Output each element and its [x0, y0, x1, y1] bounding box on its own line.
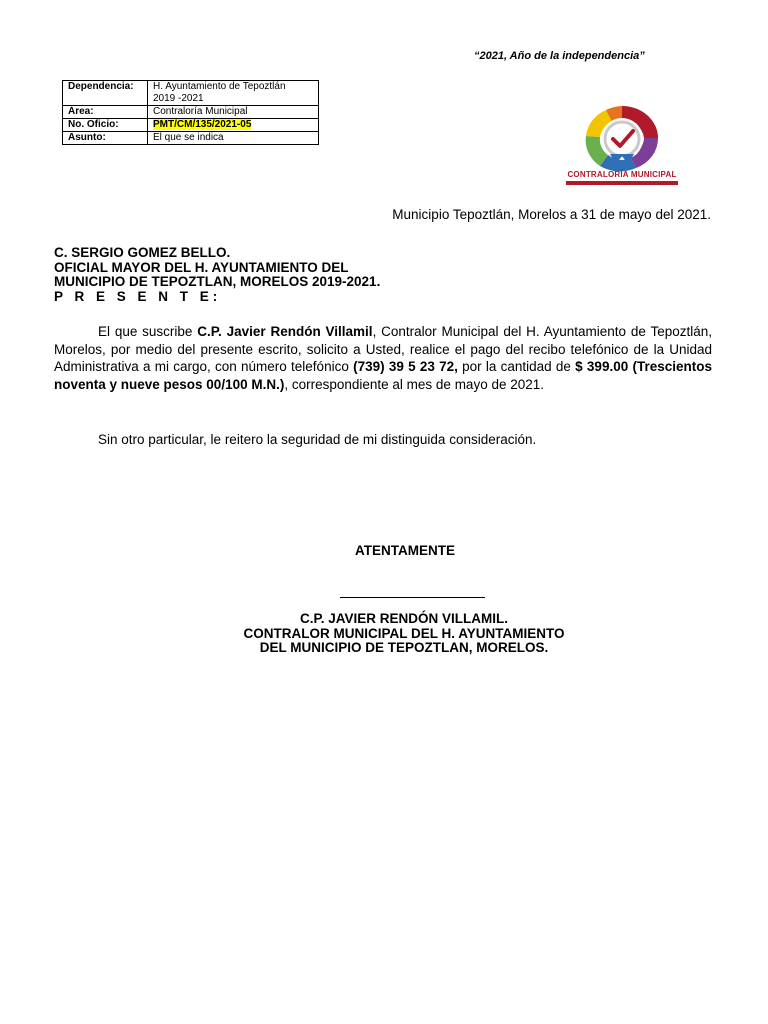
addressee-name: C. SERGIO GOMEZ BELLO.	[54, 245, 231, 260]
body-paragraph	[54, 323, 712, 393]
phone-number: (739) 39 5 23 72,	[353, 359, 458, 374]
closing-line: Sin otro particular, le reitero la seguridad de mi distinguida consideración.	[98, 432, 537, 447]
oficio-label: No. Oficio:	[63, 119, 148, 132]
presente-line: P R E S E N T E:	[54, 288, 222, 304]
dependencia-value-line1: H. Ayuntamiento de Tepoztlán	[153, 81, 286, 92]
body-text-1: El que suscribe	[98, 324, 198, 339]
signer-name: C.P. JAVIER RENDÓN VILLAMIL.	[299, 611, 509, 626]
area-label: Área:	[63, 106, 148, 119]
motto-heading: “2021, Año de la independencia”	[474, 50, 645, 62]
body-text-3: por la cantidad de	[457, 359, 576, 374]
oficio-value-cell	[148, 119, 319, 132]
atentamente-heading: ATENTAMENTE	[355, 543, 455, 558]
logo-underline	[566, 181, 678, 185]
signer-title-line2: DEL MUNICIPIO DE TEPOZTLAN, MORELOS.	[259, 640, 549, 655]
document-info-table	[62, 80, 319, 145]
dependencia-value	[148, 81, 319, 106]
asunto-value: El que se indica	[148, 132, 319, 145]
asunto-label: Asunto:	[63, 132, 148, 145]
oficio-value: PMT/CM/135/2021-05	[153, 119, 252, 130]
body-text-4: , correspondiente al mes de mayo de 2021.	[284, 376, 545, 392]
table-row	[63, 119, 319, 132]
signature-line	[340, 597, 485, 598]
signer-title-line1: CONTRALOR MUNICIPAL DEL H. AYUNTAMIENTO	[243, 625, 565, 641]
addressee-title-line2: MUNICIPIO DE TEPOZTLAN, MORELOS 2019-2021.	[54, 274, 381, 289]
signature-block	[0, 612, 768, 656]
table-row	[63, 132, 319, 145]
dependencia-label: Dependencia:	[63, 81, 148, 106]
signer-bold: C.P. Javier Rendón Villamil	[197, 324, 373, 339]
logo-caption: CONTRALORÍA MUNICIPAL	[567, 170, 677, 179]
addressee-block	[54, 246, 380, 304]
dependencia-value-line2: 2019 -2021	[153, 93, 204, 104]
date-line: Municipio Tepoztlán, Morelos a 31 de mayo del 2021.	[392, 207, 711, 222]
amount: $ 399.00 (Trescientos noventa y nueve pesos 00/100 M.N.)	[54, 359, 712, 392]
addressee-title-line1: OFICIAL MAYOR DEL H. AYUNTAMIENTO DEL	[54, 259, 349, 275]
table-row	[63, 81, 319, 106]
table-row	[63, 106, 319, 119]
body-text-2: , Contralor Municipal del H. Ayuntamiento de Tepoztlán, Morelos, por medio del presente escrito, solicito a Usted, realice el pago del recibo telefónico de la Unidad Administrativa a mi cargo, con número telefónico	[54, 324, 712, 374]
area-value: Contraloría Municipal	[148, 106, 319, 119]
